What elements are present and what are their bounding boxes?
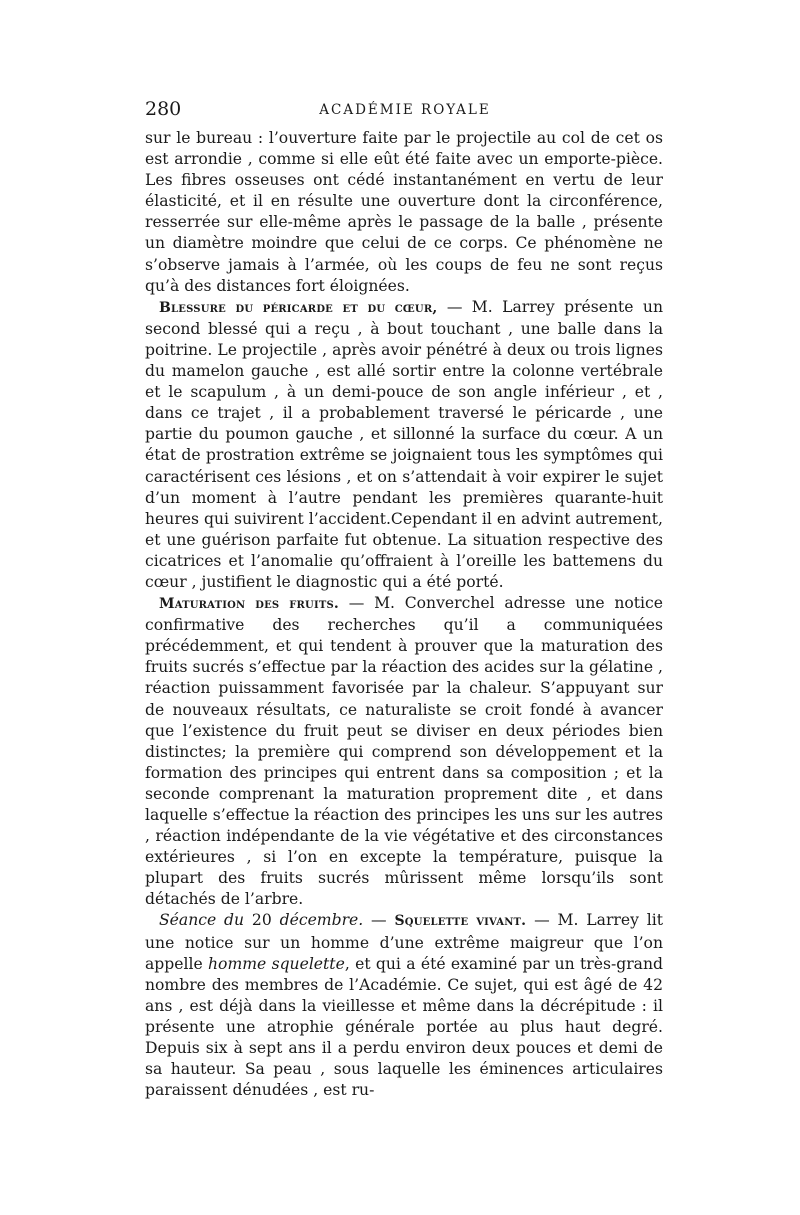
running-head: ACADÉMIE ROYALE: [319, 102, 491, 118]
seance-label: Séance du: [159, 911, 245, 930]
paragraph-blessure-text: — M. Larrey présente un second blessé qui a reçu , à bout touchant , une balle dans la poitrine. Le projectile , après avoir pénétré à deux ou trois lignes du mamelon gauche , est allé sortir entre la colonne vertébrale et le scapulum , à un demi-pouce de son angle inférieur , et , dans ce trajet , il a probablement traversé le péricarde , une partie du poumon gauche , et sillonné la surface du cœur. A un état de prostration extrême se joignaient tous les symptômes qui caractérisent ces lésions , et on s’attendait à voir expirer le sujet d’un moment à l’autre pendant les premières quarante-huit heures qui suivirent l’accident.Cependant il en advint autrement, et une guérison parfaite fut obtenue. La situation respective des cicatrices et l’anomalie qu’offraient à l’oreille les battemens du cœur , justifient le diagnostic qui a été porté.: [145, 297, 663, 591]
paragraph-squelette-text-b: , et qui a été examiné par un très-grand nombre des membres de l’Académie. Ce sujet, qui est âgé de 42 ans , est déjà dans la vieillesse et même dans la décrépitude : il présente une atrophie générale portée au plus haut degré. Depuis six à sept ans il a perdu environ deux pouces et demi de sa hauteur. Sa peau , sous laquelle les éminences articulaires paraissent dénudées , est ru-: [145, 954, 663, 1100]
section-heading-squelette: Squelette vivant.: [394, 913, 527, 930]
paragraph-maturation-text: — M. Converchel adresse une notice confirmative des recherches qu’il a communiquées précédemment, et qui tendent à prouver que la maturation des fruits sucrés s’effectue par la réaction des acides sur la gélatine , réaction puissamment favorisée par la chaleur. S’appuyant sur de nouveaux résultats, ce naturaliste se croit fondé à avancer que l’existence du fruit peut se diviser en deux périodes bien distinctes; la première qui comprend son développement et la formation des principes qui entrent dans sa composition ; et la seconde comprenant la maturation proprement dite , et dans laquelle s’effectue la réaction des principes les uns sur les autres , réaction indépendante de la vie végétative et des circonstances extérieures , si l’on en excepte la température, puisque la plupart des fruits sucrés mûrissent même lorsqu’ils sont détachés de l’arbre.: [145, 594, 663, 909]
page-number: 280: [145, 98, 182, 120]
section-heading-blessure: Blessure du péricarde et du cœur,: [159, 299, 438, 316]
seance-month: décembre.: [279, 911, 364, 930]
body-text: [145, 128, 663, 1101]
italic-term: homme squelette: [208, 954, 345, 973]
paragraph-blessure: [145, 297, 663, 593]
seance-day: 20: [244, 911, 280, 930]
page-header: [145, 98, 665, 122]
paragraph-maturation: [145, 593, 663, 910]
paragraph-continuation: sur le bureau : l’ouverture faite par le projectile au col de cet os est arrondie , comme si elle eût été faite avec un emporte-pièce. Les fibres osseuses ont cédé instantanément en vertu de leur élasticité, et il en résulte une ouverture dont la circonférence, resserrée sur elle-même après le passage de la balle , présente un diamètre moindre que celui de ce corps. Ce phénomène ne s’observe jamais à l’armée, où les coups de feu ne sont reçus qu’à des distances fort éloignées.: [145, 129, 663, 295]
paragraph-squelette-text-a: — M. Larrey lit une notice sur un homme d’une extrême maigreur que l’on appelle: [145, 911, 663, 973]
seance-dash: —: [363, 911, 395, 930]
paragraph-squelette: [145, 910, 663, 1101]
section-heading-maturation: Maturation des fruits.: [159, 596, 339, 613]
